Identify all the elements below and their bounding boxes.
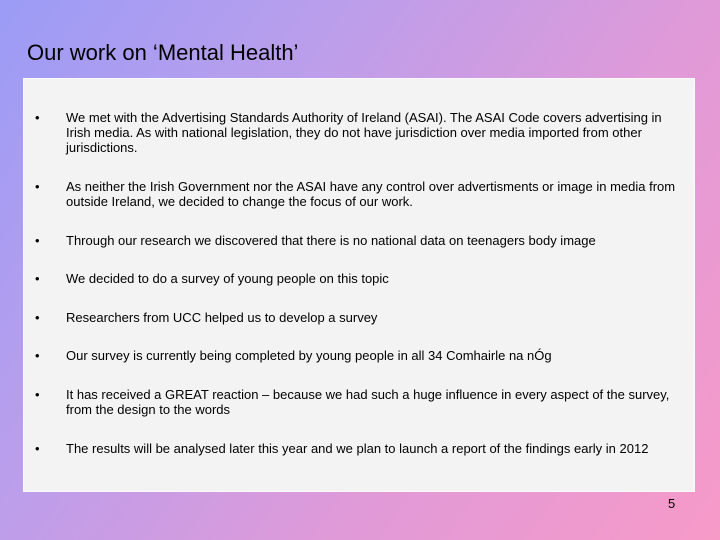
bullet-dot: • (35, 233, 40, 248)
bullet-dot: • (35, 387, 40, 402)
bullet-text: We decided to do a survey of young people on this topic (66, 271, 389, 286)
bullet-dot: • (35, 441, 40, 456)
page-number: 5 (668, 496, 676, 511)
bullet-dot: • (35, 271, 40, 286)
bullet-dot: • (35, 310, 40, 325)
bullet-text: Researchers from UCC helped us to develop a survey (66, 310, 378, 325)
bullet-text: As neither the Irish Government nor the ASAI have any control over advertisments or image in media from outside Ireland, we decided to change the focus of our work. (66, 179, 676, 209)
content-box (23, 78, 695, 492)
bullet-text: Through our research we discovered that there is no national data on teenagers body image (66, 233, 596, 248)
bullet-dot: • (35, 179, 40, 194)
slide-title: Our work on ‘Mental Health’ (27, 40, 299, 65)
bullet-text: Our survey is currently being completed by young people in all 34 Comhairle na nÓg (66, 348, 552, 363)
bullet-dot: • (35, 348, 40, 363)
bullet-dot: • (35, 110, 40, 125)
bullet-text: The results will be analysed later this year and we plan to launch a report of the findings early in 2012 (66, 441, 649, 456)
bullet-text: It has received a GREAT reaction – because we had such a huge influence in every aspect of the survey, from the design to the words (66, 387, 670, 417)
bullet-text: We met with the Advertising Standards Authority of Ireland (ASAI). The ASAI Code covers advertising in Irish media. As with national legislation, they do not have jurisdiction over media imported from other jurisdictions. (66, 110, 662, 155)
